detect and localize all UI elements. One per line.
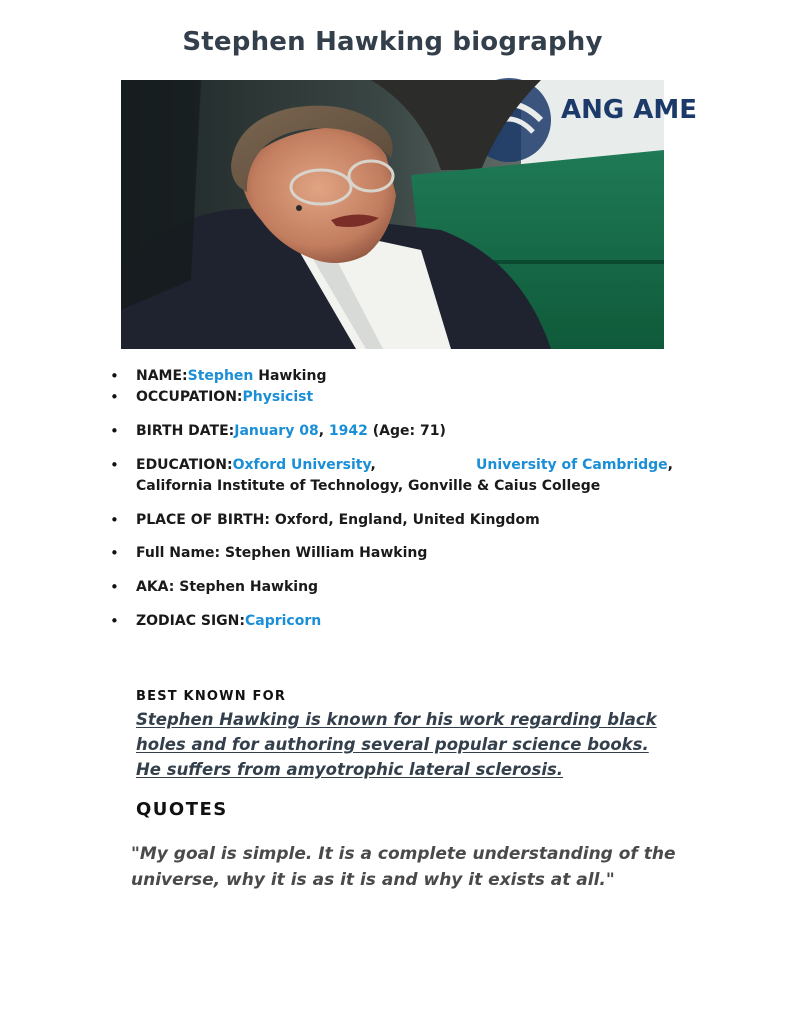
education-line: • EDUCATION:Oxford University, University of Cambridge,: [136, 457, 673, 473]
name-link[interactable]: Stephen: [187, 368, 254, 384]
school-cambridge-link[interactable]: University of Cambridge: [476, 457, 668, 473]
page-title: Stephen Hawking biography: [182, 27, 603, 57]
education-other-schools: California Institute of Technology, Gonville & Caius College: [136, 478, 601, 494]
fact-aka: • AKA: Stephen Hawking: [108, 577, 680, 598]
birth-date-link[interactable]: January 08: [234, 423, 319, 439]
best-known-for-heading: BEST KNOWN FOR: [136, 689, 287, 704]
svg-text:ANG AME: ANG AME: [561, 95, 698, 125]
portrait-photo: [121, 80, 698, 349]
birth-year-link[interactable]: 1942: [328, 423, 368, 439]
school-oxford-link[interactable]: Oxford University: [232, 457, 371, 473]
fact-zodiac-sign: • ZODIAC SIGN:Capricorn: [108, 611, 680, 632]
fact-occupation: • OCCUPATION:Physicist: [108, 387, 680, 408]
quotes-heading: QUOTES: [136, 799, 228, 820]
best-known-for-text: Stephen Hawking is known for his work regarding black holes and for authoring several popular science books. He suffers from amyotrophic lateral sclerosis.: [136, 710, 657, 779]
fact-full-name: • Full Name: Stephen William Hawking: [108, 543, 680, 564]
zodiac-link[interactable]: Capricorn: [244, 613, 322, 629]
portrait-image: [121, 80, 698, 349]
quote-text: "My goal is simple. It is a complete understanding of the universe, why it is as it is and why it exists at all.": [131, 844, 676, 890]
fact-name: • NAME:Stephen Hawking: [108, 366, 680, 387]
occupation-link[interactable]: Physicist: [242, 389, 314, 405]
fact-place-of-birth: • PLACE OF BIRTH: Oxford, England, United Kingdom: [108, 510, 680, 531]
fact-education: [108, 455, 680, 497]
fact-birth-date: • BIRTH DATE:January 08, 1942 (Age: 71): [108, 421, 680, 442]
